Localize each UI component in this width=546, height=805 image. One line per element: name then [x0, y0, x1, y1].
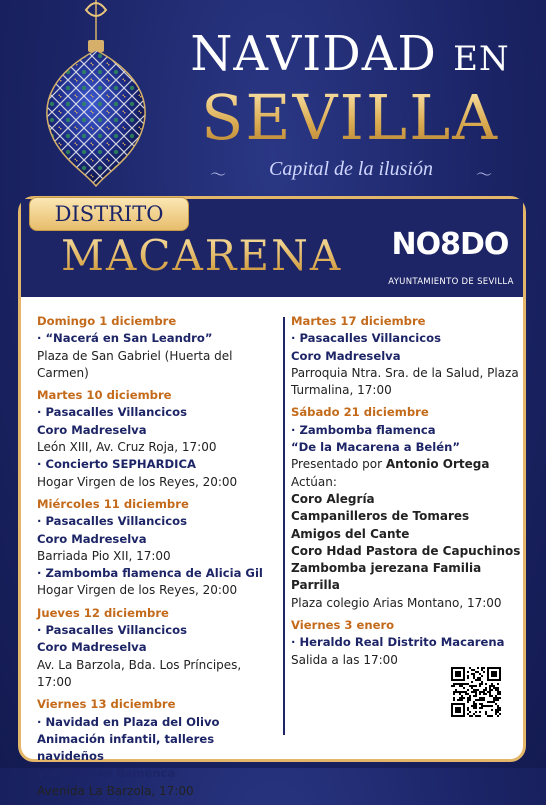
performer: Coro Alegría: [291, 491, 375, 506]
nodo-logo: NO8DO: [391, 227, 509, 262]
event-date: Domingo 1 diciembre: [37, 314, 177, 328]
event-location: Plaza colegio Arias Montano, 17:00: [291, 595, 502, 610]
column-divider: [283, 317, 285, 735]
event-title: · Zambomba flamenca de Alicia Gil: [37, 566, 263, 581]
event-title: y actuación flamenca: [37, 766, 176, 781]
event-title: · Concierto SEPHARDICA: [37, 457, 196, 472]
event-title: “De la Macarena a Belén”: [291, 440, 460, 455]
event-day-block: [291, 404, 521, 612]
event-location: Barriada Pio XII, 17:00: [37, 548, 171, 563]
district-name: MACARENA: [61, 231, 343, 280]
poster-subtitle: Capital de la ilusión: [269, 158, 433, 180]
event-title: · Pasacalles Villancicos: [37, 514, 187, 529]
title-line-1: NAVIDAD EN: [190, 26, 510, 82]
event-location: Plaza de San Gabriel (Huerta del Carmen): [37, 348, 233, 380]
event-location: León XIII, Av. Cruz Roja, 17:00: [37, 440, 217, 455]
event-day-block: [37, 696, 277, 800]
event-title: · Navidad en Plaza del Olivo: [37, 714, 220, 729]
event-date: Martes 10 diciembre: [37, 388, 172, 403]
qr-code-icon[interactable]: [451, 667, 501, 717]
panel-header: [21, 199, 523, 297]
event-date: Miércoles 11 diciembre: [37, 496, 189, 511]
right-events-column: [291, 313, 521, 674]
presenter: Antonio Ortega: [385, 457, 490, 472]
left-events-column: [37, 313, 277, 805]
event-location: Actúan:: [291, 474, 337, 489]
event-title: · Zambomba flamenca: [291, 422, 436, 437]
event-date: Viernes 13 diciembre: [37, 697, 176, 712]
poster-title: [180, 26, 520, 154]
event-title: · “Nacerá en San Leandro”: [37, 331, 213, 346]
swirl-left-icon: 〜: [210, 167, 227, 184]
event-day-block: [291, 617, 521, 669]
performer: Zambomba jerezana Familia Parrilla: [291, 561, 482, 593]
event-day-block: [37, 605, 277, 691]
event-title: Coro Madreselva: [37, 422, 147, 437]
event-title: Coro Madreselva: [37, 640, 147, 655]
event-title: · Pasacalles Villancicos: [291, 331, 441, 346]
event-location: Hogar Virgen de los Reyes, 20:00: [37, 583, 238, 598]
swirl-right-icon: 〜: [476, 167, 493, 184]
event-day-block: [37, 496, 277, 600]
events-panel: [18, 196, 526, 798]
christmas-ornament-icon: [28, 0, 164, 190]
event-date: Sábado 21 diciembre: [291, 405, 429, 420]
event-day-block: [37, 313, 277, 382]
event-title: · Pasacalles Villancicos: [37, 623, 187, 638]
event-date: Martes 17 diciembre: [291, 314, 426, 328]
event-title: · Heraldo Real Distrito Macarena: [291, 635, 505, 650]
event-location: Av. La Barzola, Bda. Los Príncipes, 17:00: [37, 657, 242, 689]
event-title: Coro Madreselva: [37, 531, 147, 546]
event-title: · Pasacalles Villancicos: [37, 405, 187, 420]
event-date: Viernes 3 enero: [291, 618, 395, 633]
event-title: Coro Madreselva: [291, 348, 401, 363]
event-location: Hogar Virgen de los Reyes, 20:00: [37, 474, 238, 489]
event-location: Parroquia Ntra. Sra. de la Salud, Plaza: [291, 365, 519, 380]
event-location: Salida a las 17:00: [291, 652, 398, 667]
event-date: Jueves 12 diciembre: [37, 605, 169, 620]
event-day-block: [37, 387, 277, 491]
performer: Coro Hdad Pastora de Capuchinos: [291, 543, 521, 558]
performer: Campanilleros de Tomares: [291, 509, 470, 524]
performer: Amigos del Cante: [291, 526, 410, 541]
event-title: Animación infantil, talleres navideños: [37, 731, 215, 764]
council-name: AYUNTAMIENTO DE SEVILLA: [388, 277, 514, 287]
title-line-2: SEVILLA: [180, 87, 520, 149]
event-location: Presentado por Antonio Ortega: [291, 457, 490, 472]
district-tab: DISTRITO: [29, 197, 189, 231]
event-day-block: [291, 313, 521, 399]
event-location: Avenida La Barzola, 17:00: [37, 783, 194, 798]
event-location: Turmalina, 17:00: [291, 383, 392, 398]
